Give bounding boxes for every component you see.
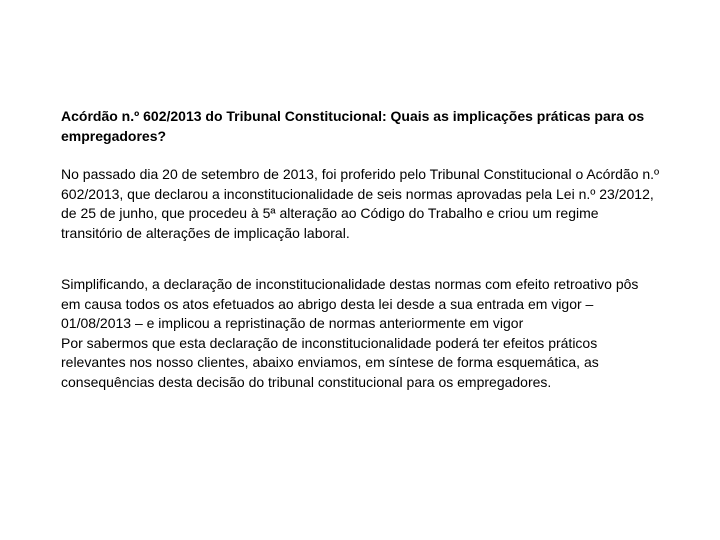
- spacer: [61, 243, 661, 275]
- document-title: Acórdão n.º 602/2013 do Tribunal Constitucional: Quais as implicações práticas para os empregadores?: [61, 108, 645, 144]
- spacer: [61, 146, 661, 165]
- paragraph-summary: Simplificando, a declaração de inconstitucionalidade destas normas com efeito retroativo pôs em causa todos os atos efetuados ao abrigo desta lei desde a sua entrada em vigor – 01/08/2013 – e implicou a repristinação de normas anteriormente em vigor: [61, 276, 639, 331]
- paragraph-intro: No passado dia 20 de setembro de 2013, foi proferido pelo Tribunal Constitucional o Acórdão n.º 602/2013, que declarou a inconstitucionalidade de seis normas aprovadas pela Lei n.º 23/2012, de 25 de junho, que procedeu à 5ª alteração ao Código do Trabalho e criou um regime transitório de alterações de implicação laboral.: [61, 166, 660, 241]
- text-body: [61, 107, 661, 392]
- paragraph-clients: Por sabermos que esta declaração de inconstitucionalidade poderá ter efeitos práticos relevantes nos nosso clientes, abaixo enviamos, em síntese de forma esquemática, as consequências desta decisão do tribunal constitucional para os empregadores.: [61, 334, 599, 390]
